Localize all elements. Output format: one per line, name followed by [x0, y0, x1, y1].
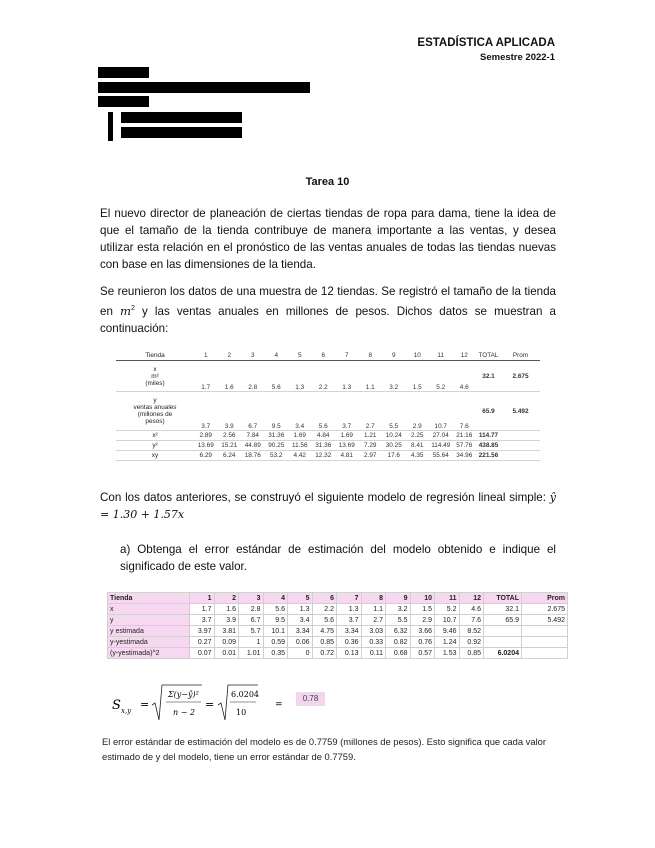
table1-header-cell: 1 — [194, 350, 218, 361]
table1-row-label-line: m² — [151, 372, 159, 380]
table1-value-cell: 27.04 — [429, 431, 453, 441]
redacted-block-1 — [98, 67, 149, 78]
unit-exponent: 2 — [131, 305, 135, 312]
table2-value-cell: 0.13 — [337, 648, 362, 659]
table1-value-cell: 31.36 — [265, 431, 289, 441]
table1-header-cell: 9 — [382, 350, 406, 361]
table2-header-cell: Prom — [522, 593, 568, 604]
table2-value-cell: 0.01 — [214, 648, 239, 659]
table1-value-cell: 1.5 — [406, 361, 430, 392]
table2-value-cell: 1.53 — [435, 648, 460, 659]
table2-value-cell: 1.1 — [361, 604, 386, 615]
table2-value-cell: 2.2 — [312, 604, 337, 615]
table1-row-label-line: (millones de — [137, 411, 173, 418]
table1-value-cell: 4.81 — [335, 451, 359, 461]
table1-header-cell: 4 — [265, 350, 289, 361]
table2-value-cell: 3.7 — [190, 615, 215, 626]
table2-row-label: y-yestimada — [108, 637, 190, 648]
table1-value-cell: 2.89 — [194, 431, 218, 441]
course-title: ESTADÍSTICA APLICADA — [417, 37, 555, 49]
table2-row-label: (y-yestimada)^2 — [108, 648, 190, 659]
table2-value-cell: 1.01 — [239, 648, 264, 659]
table1-header-cell: 6 — [312, 350, 336, 361]
table2-value-cell: 1.24 — [435, 637, 460, 648]
formula-eq1: = — [140, 698, 150, 711]
table2-value-cell: 3.34 — [337, 626, 362, 637]
table1-value-cell: 53.2 — [265, 451, 289, 461]
table1-row-label-line: x — [153, 365, 157, 373]
table1-total-cell: 32.1 — [476, 361, 501, 392]
data-text-b: y las ventas anuales en millones de pesos. Dichos datos se muestran a continuación: — [100, 304, 556, 335]
table2-value-cell: 5.492 — [522, 615, 568, 626]
table1-value-cell: 13.69 — [335, 441, 359, 451]
formula-num2: 6.0204 — [231, 690, 259, 699]
redacted-block-6 — [121, 127, 242, 138]
table2-value-cell: 2.8 — [239, 604, 264, 615]
table2-value-cell: 4.6 — [459, 604, 484, 615]
table1-header-cell: TOTAL — [476, 350, 501, 361]
table2-value-cell: 5.6 — [263, 604, 288, 615]
table1-prom-cell: 2.675 — [501, 361, 540, 392]
table1-value-cell: 3.7 — [194, 392, 218, 431]
table1-header-row — [116, 350, 540, 361]
table2-value-cell: 5.7 — [239, 626, 264, 637]
table2-row — [108, 615, 568, 626]
table2-value-cell: 10.7 — [435, 615, 460, 626]
table2-value-cell: 1.7 — [190, 604, 215, 615]
table2-value-cell: 0.92 — [459, 637, 484, 648]
table1-value-cell: 7.84 — [241, 431, 265, 441]
table1-value-cell: 15.21 — [218, 441, 242, 451]
table1-header-cell: 3 — [241, 350, 265, 361]
table1-value-cell: 4.84 — [312, 431, 336, 441]
table1-value-cell: 3.9 — [218, 392, 242, 431]
table1-row — [116, 431, 540, 441]
table1-value-cell: 21.16 — [453, 431, 477, 441]
table1-value-cell: 3.4 — [288, 392, 312, 431]
table2-header-cell: 10 — [410, 593, 435, 604]
table1-value-cell: 44.89 — [241, 441, 265, 451]
table1-value-cell: 2.25 — [406, 431, 430, 441]
table2-row — [108, 626, 568, 637]
table2-value-cell: 0.11 — [361, 648, 386, 659]
table1-value-cell: 31.36 — [312, 441, 336, 451]
table2-value-cell: 3.7 — [337, 615, 362, 626]
table1-value-cell: 11.56 — [288, 441, 312, 451]
table2-value-cell: 0.59 — [263, 637, 288, 648]
table1-value-cell: 2.7 — [359, 392, 383, 431]
table1-header-cell: 10 — [406, 350, 430, 361]
table2-value-cell: 1 — [239, 637, 264, 648]
table2-header-cell: 1 — [190, 593, 215, 604]
table1-header-cell: 12 — [453, 350, 477, 361]
intro-paragraph — [100, 205, 556, 273]
table2-value-cell: 65.9 — [484, 615, 522, 626]
task-title: Tarea 10 — [305, 176, 350, 188]
table1-value-cell: 13.69 — [194, 441, 218, 451]
model-text: Con los datos anteriores, se construyó el siguiente modelo de regresión lineal simple: — [100, 491, 546, 504]
table2-value-cell: 0.06 — [288, 637, 313, 648]
table2-value-cell: 0.35 — [263, 648, 288, 659]
table2-row-label: y estimada — [108, 626, 190, 637]
table1-value-cell: 2.97 — [359, 451, 383, 461]
table1-total-cell: 114.77 — [476, 431, 501, 441]
table2-value-cell: 3.9 — [214, 615, 239, 626]
table1-value-cell: 10.24 — [382, 431, 406, 441]
table2-header-cell: 5 — [288, 593, 313, 604]
table1-value-cell: 4.35 — [406, 451, 430, 461]
table2-value-cell — [522, 648, 568, 659]
table1-prom-cell: 5.492 — [501, 392, 540, 431]
table1-total-cell: 65.9 — [476, 392, 501, 431]
table1-value-cell: 5.2 — [429, 361, 453, 392]
formula-graphic — [112, 682, 302, 726]
table1-value-cell: 2.8 — [241, 361, 265, 392]
data-paragraph — [100, 283, 556, 337]
result-value-box: 0.78 — [296, 692, 325, 706]
table2-row-label: y — [108, 615, 190, 626]
semester-label: Semestre 2022-1 — [480, 52, 555, 63]
table1-total-cell: 221.56 — [476, 451, 501, 461]
table1-row-label: xy — [116, 451, 194, 461]
table1-value-cell: 8.41 — [406, 441, 430, 451]
table1-value-cell: 17.6 — [382, 451, 406, 461]
model-equation: ŷ = 1.30 + 1.57x — [100, 491, 556, 521]
table1-value-cell: 1.1 — [359, 361, 383, 392]
question-a-text: a) Obtenga el error estándar de estimación del modelo obtenido e indique el significado de este valor. — [120, 543, 556, 573]
table2-value-cell — [522, 626, 568, 637]
table2-header-cell: 8 — [361, 593, 386, 604]
table1-header-cell: 11 — [429, 350, 453, 361]
table1-value-cell: 1.3 — [335, 361, 359, 392]
table2-value-cell: 2.675 — [522, 604, 568, 615]
table2-value-cell: 8.52 — [459, 626, 484, 637]
table1-value-cell: 6.29 — [194, 451, 218, 461]
table2-value-cell: 5.5 — [386, 615, 411, 626]
table2-value-cell: 0.07 — [190, 648, 215, 659]
unit-m: m — [120, 303, 132, 318]
table1-value-cell: 30.25 — [382, 441, 406, 451]
table2-value-cell: 0.85 — [312, 637, 337, 648]
table1-value-cell: 2.9 — [406, 392, 430, 431]
table1-header-cell: 7 — [335, 350, 359, 361]
table1-value-cell: 1.69 — [335, 431, 359, 441]
table1-value-cell: 4.42 — [288, 451, 312, 461]
table1-value-cell: 1.69 — [288, 431, 312, 441]
table1-row — [116, 451, 540, 461]
formula-lhs-sub: x,y — [121, 707, 132, 715]
table2-value-cell — [522, 637, 568, 648]
table1-header-cell: 2 — [218, 350, 242, 361]
table2-value-cell: 0.09 — [214, 637, 239, 648]
table2-value-cell: 0.72 — [312, 648, 337, 659]
table1-row-label — [116, 392, 194, 431]
data-text-a: Se reunieron los datos de una muestra de 12 tiendas. Se registró el tamaño de la tienda en — [100, 285, 556, 318]
table2-value-cell: 3.97 — [190, 626, 215, 637]
table1-row-label-line: (miles) — [145, 379, 165, 387]
table2-header-cell: Tienda — [108, 593, 190, 604]
formula-eq2: = — [205, 698, 215, 711]
table2-header-cell: 9 — [386, 593, 411, 604]
table2-value-cell: 3.81 — [214, 626, 239, 637]
table2-value-cell: 32.1 — [484, 604, 522, 615]
table2-value-cell: 6.7 — [239, 615, 264, 626]
table1-y-row — [116, 392, 540, 431]
table1-value-cell: 3.7 — [335, 392, 359, 431]
table1-row — [116, 441, 540, 451]
table2-value-cell — [484, 626, 522, 637]
redacted-block-4 — [108, 112, 113, 141]
table2-value-cell: 0.27 — [190, 637, 215, 648]
table2-header-cell: 6 — [312, 593, 337, 604]
data-table-1 — [116, 350, 540, 461]
table2-value-cell: 3.4 — [288, 615, 313, 626]
table2-value-cell: 2.9 — [410, 615, 435, 626]
table1-value-cell: 18.76 — [241, 451, 265, 461]
table2-value-cell: 0.85 — [459, 648, 484, 659]
table1-header-cell: 5 — [288, 350, 312, 361]
redacted-block-3 — [98, 96, 149, 107]
standard-error-formula — [112, 682, 302, 730]
table1-value-cell: 7.6 — [453, 392, 477, 431]
table2-value-cell: 3.2 — [386, 604, 411, 615]
table2-value-cell: 1.6 — [214, 604, 239, 615]
table1-header-cell: 8 — [359, 350, 383, 361]
table2-value-cell — [484, 637, 522, 648]
table2-header-cell: TOTAL — [484, 593, 522, 604]
table2-value-cell: 2.7 — [361, 615, 386, 626]
table2-value-cell: 7.6 — [459, 615, 484, 626]
table1-total-cell: 438.85 — [476, 441, 501, 451]
table1-empty-cell — [501, 451, 540, 461]
table1-value-cell: 5.5 — [382, 392, 406, 431]
table2-value-cell: 3.03 — [361, 626, 386, 637]
table1-value-cell: 12.32 — [312, 451, 336, 461]
redacted-block-5 — [121, 112, 242, 123]
table1-row-label-line: ventas anuales — [133, 404, 177, 411]
table2-value-cell: 10.1 — [263, 626, 288, 637]
table1-value-cell: 3.2 — [382, 361, 406, 392]
table1-value-cell: 5.6 — [265, 361, 289, 392]
table1-value-cell: 10.7 — [429, 392, 453, 431]
formula-lhs: S — [112, 698, 121, 713]
table1-value-cell: 57.76 — [453, 441, 477, 451]
table1-value-cell: 2.2 — [312, 361, 336, 392]
formula-numerator: Σ(y−ŷ)² — [168, 690, 199, 699]
table2-value-cell: 6.32 — [386, 626, 411, 637]
table2-value-cell: 0.76 — [410, 637, 435, 648]
table1-value-cell: 1.6 — [218, 361, 242, 392]
table1-row-label: x² — [116, 431, 194, 441]
model-paragraph — [100, 489, 556, 523]
table2-value-cell: 0.36 — [337, 637, 362, 648]
table2-header-row — [108, 593, 568, 604]
table1-value-cell: 2.56 — [218, 431, 242, 441]
data-table-2 — [107, 592, 568, 659]
table2-value-cell: 3.66 — [410, 626, 435, 637]
table1-empty-cell — [501, 431, 540, 441]
table2-value-cell: 1.3 — [337, 604, 362, 615]
conclusion-text: El error estándar de estimación del modelo es de 0.7759 (millones de pesos). Esto significa que cada valor estimado de y del modelo, tiene un error estándar de 0.7759. — [102, 736, 546, 762]
table1-value-cell: 1.21 — [359, 431, 383, 441]
table2-header-cell: 12 — [459, 593, 484, 604]
table1-row-label: y² — [116, 441, 194, 451]
table1-value-cell: 5.6 — [312, 392, 336, 431]
table2-header-cell: 11 — [435, 593, 460, 604]
table2-value-cell: 6.0204 — [484, 648, 522, 659]
table1-value-cell: 9.5 — [265, 392, 289, 431]
table2-value-cell: 9.46 — [435, 626, 460, 637]
table2-row-label: x — [108, 604, 190, 615]
formula-denominator: n − 2 — [173, 708, 196, 717]
table2-header-cell: 7 — [337, 593, 362, 604]
table2-value-cell: 0.33 — [361, 637, 386, 648]
table2-value-cell: 0.68 — [386, 648, 411, 659]
table2-value-cell: 1.5 — [410, 604, 435, 615]
table2-row — [108, 648, 568, 659]
table1-row-label-line: pesos) — [145, 418, 165, 425]
table1-header-cell: Tienda — [116, 350, 194, 361]
table2-value-cell: 1.3 — [288, 604, 313, 615]
table2-row — [108, 604, 568, 615]
table1-value-cell: 34.96 — [453, 451, 477, 461]
table1-value-cell: 4.6 — [453, 361, 477, 392]
table1-header-cell: Prom — [501, 350, 540, 361]
table2-value-cell: 0.82 — [386, 637, 411, 648]
table2-header-cell: 4 — [263, 593, 288, 604]
table1-value-cell: 55.64 — [429, 451, 453, 461]
table1-row-label-line: y — [153, 397, 157, 404]
table2-value-cell: 3.34 — [288, 626, 313, 637]
table2-header-cell: 2 — [214, 593, 239, 604]
formula-den2: 10 — [236, 708, 247, 717]
table1-empty-cell — [501, 441, 540, 451]
table1-value-cell: 1.7 — [194, 361, 218, 392]
table2-value-cell: 0.57 — [410, 648, 435, 659]
table2-value-cell: 0 — [288, 648, 313, 659]
table1-value-cell: 7.29 — [359, 441, 383, 451]
table2-value-cell: 4.75 — [312, 626, 337, 637]
table1-value-cell: 90.25 — [265, 441, 289, 451]
table1-value-cell: 6.7 — [241, 392, 265, 431]
table1-x-row — [116, 361, 540, 392]
table1-value-cell: 6.24 — [218, 451, 242, 461]
table2-value-cell: 5.6 — [312, 615, 337, 626]
redacted-block-2 — [98, 82, 310, 93]
table1-row-label — [116, 361, 194, 392]
table2-value-cell: 9.5 — [263, 615, 288, 626]
table1-value-cell: 1.3 — [288, 361, 312, 392]
table2-header-cell: 3 — [239, 593, 264, 604]
intro-text: El nuevo director de planeación de ciertas tiendas de ropa para dama, tiene la idea de que el tamaño de la tienda contribuye de manera importante a las ventas, y desea utilizar esta relación en el pronóstico de las ventas anuales de todas las tiendas nuevas con base en las dimensiones de la tienda. — [100, 207, 556, 271]
formula-eq3: = — [275, 700, 283, 710]
question-a — [120, 541, 556, 575]
table2-value-cell: 5.2 — [435, 604, 460, 615]
table2-row — [108, 637, 568, 648]
table1-value-cell: 114.49 — [429, 441, 453, 451]
